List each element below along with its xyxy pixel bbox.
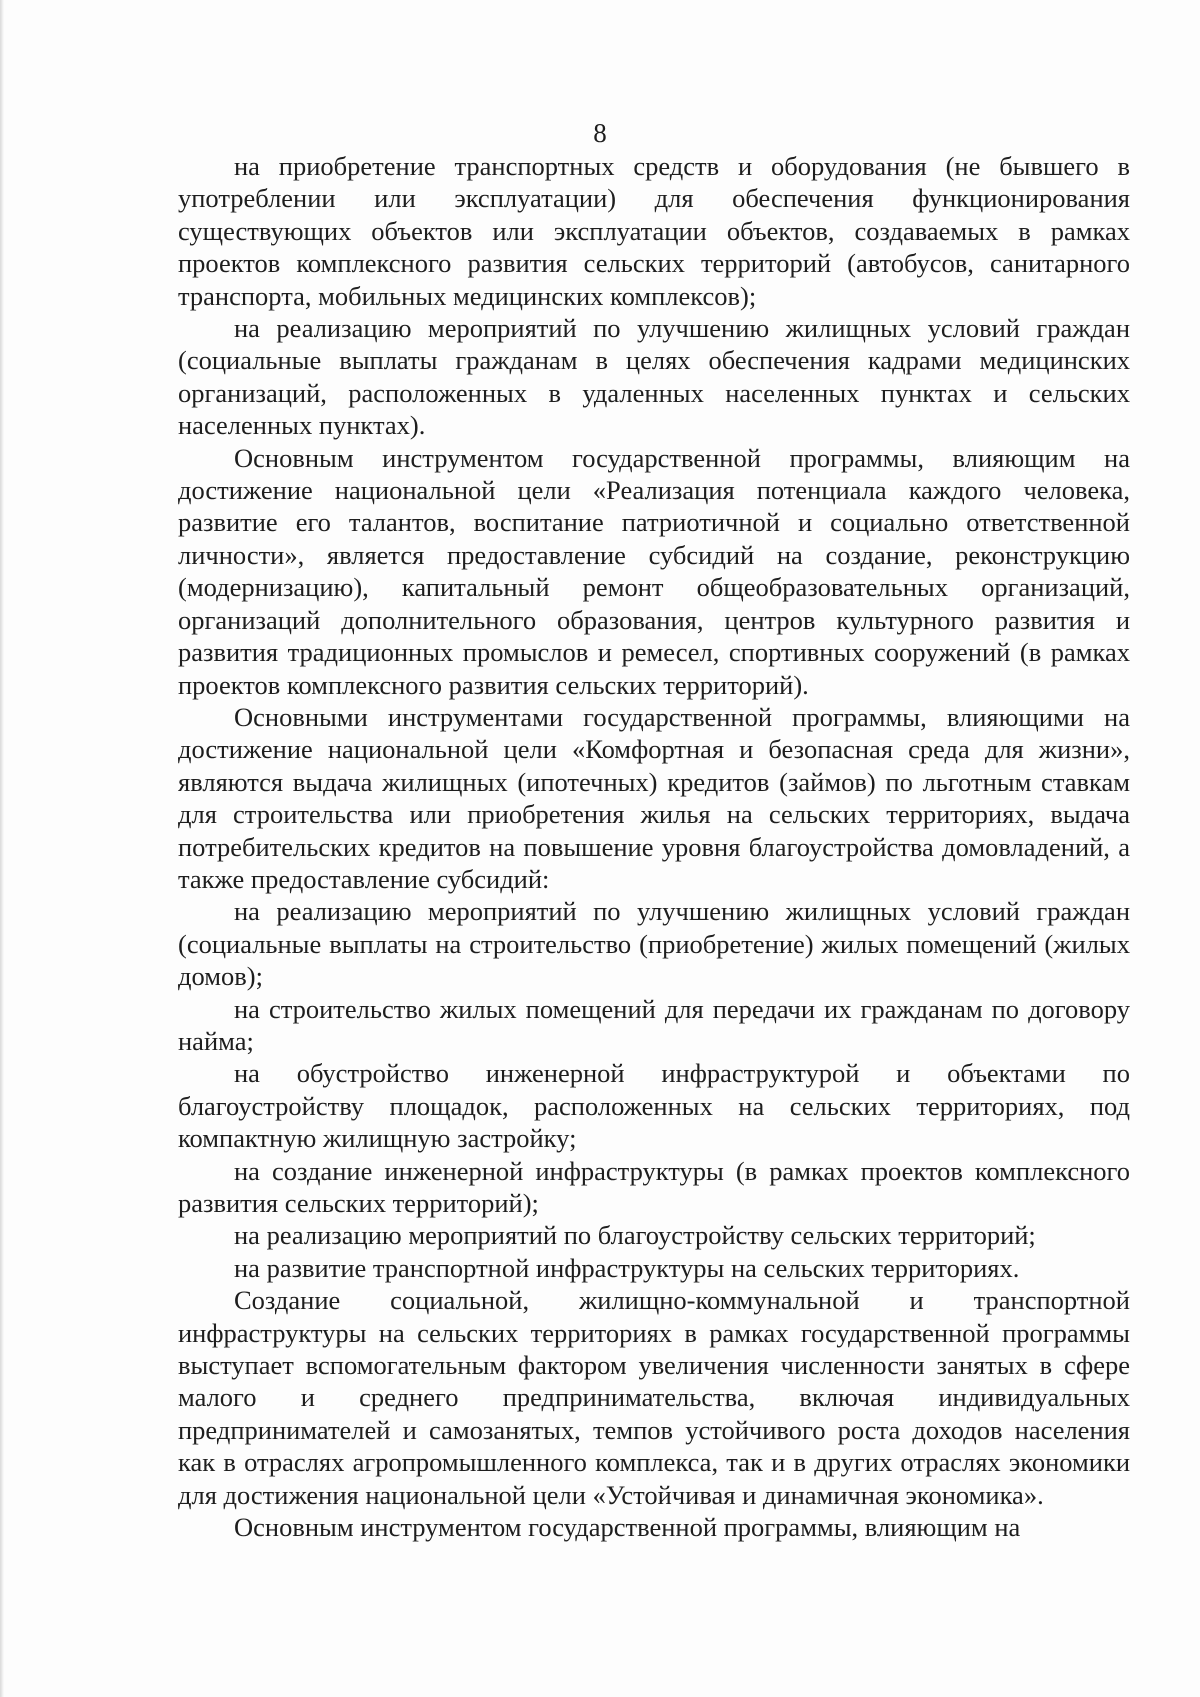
paragraph: на создание инженерной инфраструктуры (в рамках проектов комплексного развития сельских территорий); <box>178 1155 1130 1218</box>
paragraph: Основными инструментами государственной программы, влияющими на достижение национальной цели «Комфортная и безопасная среда для жизни», являются выдача жилищных (ипотечных) кредитов (займов) по льготным ставкам для строительства или приобретения жилья на сельских территориях, выдача потребительских кредитов на повышение уровня благоустройства домовладений, а также предоставление субсидий: <box>178 701 1130 894</box>
paragraph: Создание социальной, жилищно-коммунальной и транспортной инфраструктуры на сельских территориях в рамках государственной программы выступает вспомогательным фактором увеличения численности занятых в сфере малого и среднего предпринимательства, включая индивидуальных предпринимателей и самозанятых, темпов устойчивого роста доходов населения как в отраслях агропромышленного комплекса, так и в других отраслях экономики для достижения национальной цели «Устойчивая и динамичная экономика». <box>178 1285 1130 1510</box>
paragraph: на строительство жилых помещений для передачи их гражданам по договору найма; <box>178 993 1130 1056</box>
paragraph: Основным инструментом государственной программы, влияющим на достижение национальной цели «Реализация потенциала каждого человека, развитие его талантов, воспитание патриотичной и социально ответственной личности», является предоставление субсидий на создание, реконструкцию (модернизацию), капитальный ремонт общеобразовательных организаций, организаций дополнительного образования, центров культурного развития и развития традиционных промыслов и ремесел, спортивных сооружений (в рамках проектов комплексного развития сельских территорий). <box>178 442 1130 700</box>
paragraph: на обустройство инженерной инфраструктурой и объектами по благоустройству площадок, расположенных на сельских территориях, под компактную жилищную застройку; <box>178 1058 1130 1154</box>
paragraph: на приобретение транспортных средств и оборудования (не бывшего в употреблении или эксплуатации) для обеспечения функционирования существующих объектов или эксплуатации объектов, создаваемых в рамках проектов комплексного развития сельских территорий (автобусов, санитарного транспорта, мобильных медицинских комплексов); <box>178 151 1130 311</box>
paragraph: на реализацию мероприятий по улучшению жилищных условий граждан (социальные выплаты на строительство (приобретение) жилых помещений (жилых домов); <box>178 896 1130 992</box>
scan-edge-shadow <box>0 0 4 1697</box>
paragraph: Основным инструментом государственной программы, влияющим на <box>234 1512 1021 1543</box>
paragraph: на реализацию мероприятий по благоустройству сельских территорий; <box>234 1220 1036 1251</box>
page-number: 8 <box>593 118 607 148</box>
paragraph: на реализацию мероприятий по улучшению жилищных условий граждан (социальные выплаты гражданам в целях обеспечения кадрами медицинских организаций, расположенных в удаленных населенных пунктах и сельских населенных пунктах). <box>178 313 1130 441</box>
document-body <box>178 150 1130 1543</box>
paragraph: на развитие транспортной инфраструктуры на сельских территориях. <box>234 1252 1020 1283</box>
